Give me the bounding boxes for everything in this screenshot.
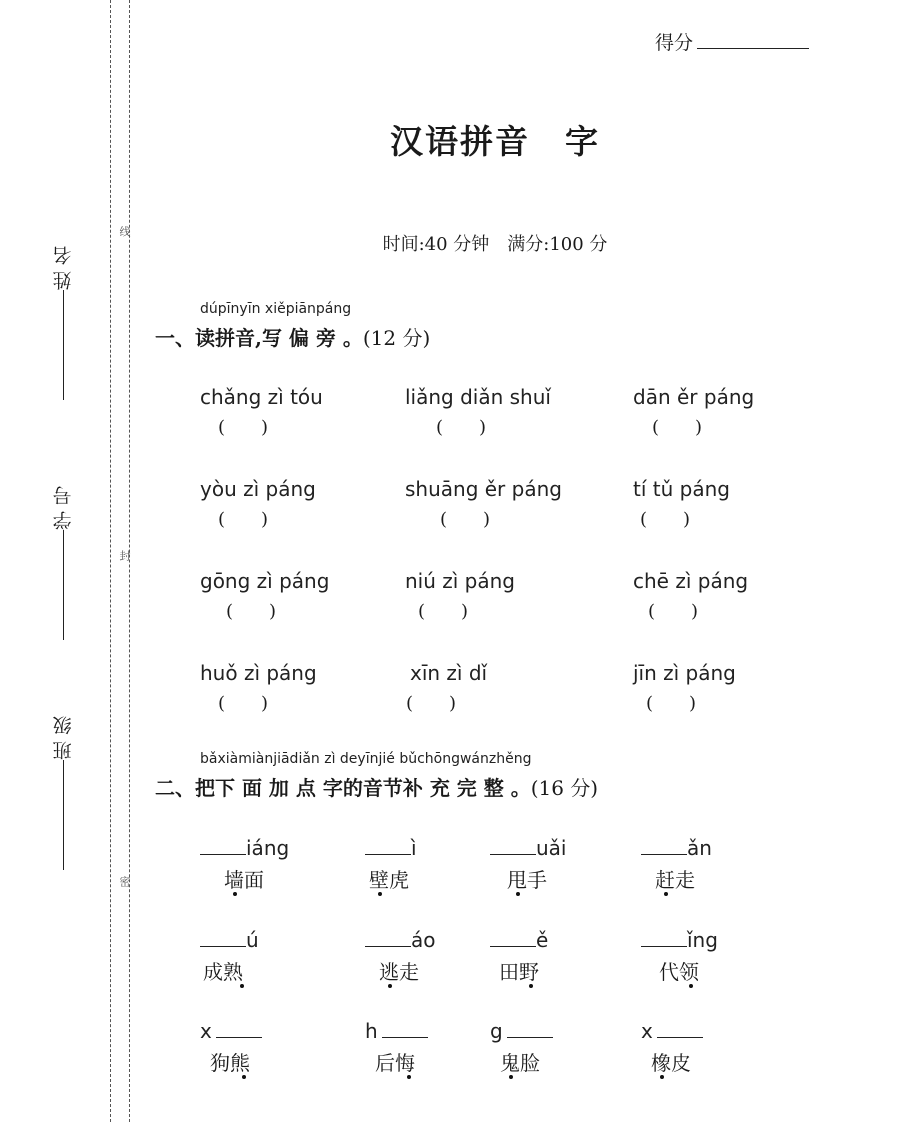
emphasis-dot [233,892,237,896]
s1-answer-9[interactable]: ( ) [648,601,699,622]
student-number-field[interactable] [46,480,80,644]
s1-item-9: chē zì páng [633,569,749,593]
s2-blank-7[interactable] [490,928,536,947]
s2-blank-2[interactable] [365,836,411,855]
s2-blank-1[interactable] [200,836,246,855]
s2-syllable-3: uǎi [490,836,567,860]
s2-syllable-2: ì [365,836,417,860]
s2-syllable-11: g [490,1019,553,1043]
s1-item-10: huǒ zì páng [200,661,317,685]
s1-item-2: liǎng diǎn shuǐ [405,385,551,409]
s2-blank-5[interactable] [200,928,246,947]
s1-answer-2[interactable]: ( ) [436,417,487,438]
s2-word-9: 狗熊 [210,1051,250,1075]
s1-item-3: dān ěr páng [633,385,755,409]
score-blank[interactable] [697,34,809,49]
s2-word-5: 成熟 [203,960,243,984]
section2-pinyin: bǎxiàmiànjiādiǎn zì deyīnjié bǔchōngwánzhěng [200,751,532,767]
student-number-blank[interactable] [62,530,64,640]
s1-item-6: tí tǔ páng [633,477,730,501]
s1-answer-7[interactable]: ( ) [226,601,277,622]
name-label: 姓名 [52,240,75,290]
emphasis-dot [388,984,392,988]
section1-heading [155,322,430,351]
s1-answer-11[interactable]: ( ) [406,693,457,714]
class-blank[interactable] [62,760,64,870]
s2-syllable-7: ě [490,928,548,952]
s1-item-8: niú zì páng [405,569,515,593]
s2-syllable-9: x [200,1019,262,1043]
cut-mark-mi: 密 [118,876,131,887]
s2-syllable-4: ǎn [641,836,712,860]
section1-pinyin: dúpīnyīn xiěpiānpáng [200,301,352,317]
s2-syllable-10: h [365,1019,428,1043]
s2-word-8: 代领 [659,960,699,984]
student-number-label: 学号 [52,480,75,530]
class-label: 班级 [52,710,75,760]
score-label: 得分 [655,32,694,54]
s1-answer-4[interactable]: ( ) [218,509,269,530]
emphasis-dot [240,984,244,988]
emphasis-dot [516,892,520,896]
emphasis-dot [689,984,693,988]
s1-answer-10[interactable]: ( ) [218,693,269,714]
s2-word-6: 逃走 [379,960,419,984]
section2-title: 二、把下 面 加 点 字的音节补 充 完 整 。 [155,776,531,800]
s1-item-7: gōng zì páng [200,569,330,593]
emphasis-dot [407,1075,411,1079]
s2-word-1: 墙面 [224,868,264,892]
s2-syllable-12: x [641,1019,703,1043]
s1-answer-5[interactable]: ( ) [440,509,491,530]
s2-blank-9[interactable] [216,1019,262,1038]
s2-word-11: 鬼脸 [500,1051,540,1075]
s1-answer-1[interactable]: ( ) [218,417,269,438]
cut-mark-xian: 线 [118,226,131,237]
s2-syllable-1: iáng [200,836,289,860]
s1-item-12: jīn zì páng [633,661,736,685]
s2-word-3: 甩手 [507,868,547,892]
section1-title: 一、读拼音,写 偏 旁 。 [155,326,363,350]
section2-points: (16 分) [530,776,599,800]
section2-heading [155,772,598,801]
section1-points: (12 分) [362,326,431,350]
s2-word-10: 后悔 [375,1051,415,1075]
s1-item-5: shuāng ěr páng [405,477,562,501]
binding-line-outer [110,0,111,1122]
s2-syllable-8: ǐng [641,928,718,952]
emphasis-dot [660,1075,664,1079]
s2-blank-10[interactable] [382,1019,428,1038]
s2-word-7: 田野 [499,960,539,984]
emphasis-dot [378,892,382,896]
s2-blank-8[interactable] [641,928,687,947]
emphasis-dot [242,1075,246,1079]
s2-blank-3[interactable] [490,836,536,855]
binding-line-inner [129,0,130,1122]
cut-mark-feng: 封 [118,550,131,561]
s1-answer-6[interactable]: ( ) [640,509,691,530]
s1-item-11: xīn zì dǐ [410,661,488,685]
emphasis-dot [509,1075,513,1079]
s1-item-1: chǎng zì tóu [200,385,323,409]
s2-blank-11[interactable] [507,1019,553,1038]
s1-item-4: yòu zì páng [200,477,316,501]
name-blank[interactable] [62,290,64,400]
emphasis-dot [664,892,668,896]
time-and-score-info: 时间:40 分钟 满分:100 分 [382,234,608,255]
s2-word-12: 橡皮 [651,1051,691,1075]
s2-blank-12[interactable] [657,1019,703,1038]
page-title: 汉语拼音 字 [390,122,600,161]
s1-answer-8[interactable]: ( ) [418,601,469,622]
s1-answer-3[interactable]: ( ) [652,417,703,438]
emphasis-dot [529,984,533,988]
s2-blank-4[interactable] [641,836,687,855]
s2-syllable-5: ú [200,928,259,952]
s2-word-4: 赶走 [655,868,695,892]
s2-blank-6[interactable] [365,928,411,947]
s1-answer-12[interactable]: ( ) [646,693,697,714]
name-field[interactable] [46,240,80,404]
s2-syllable-6: áo [365,928,436,952]
score-field[interactable] [655,28,809,55]
s2-word-2: 壁虎 [369,868,409,892]
class-field[interactable] [46,710,80,874]
